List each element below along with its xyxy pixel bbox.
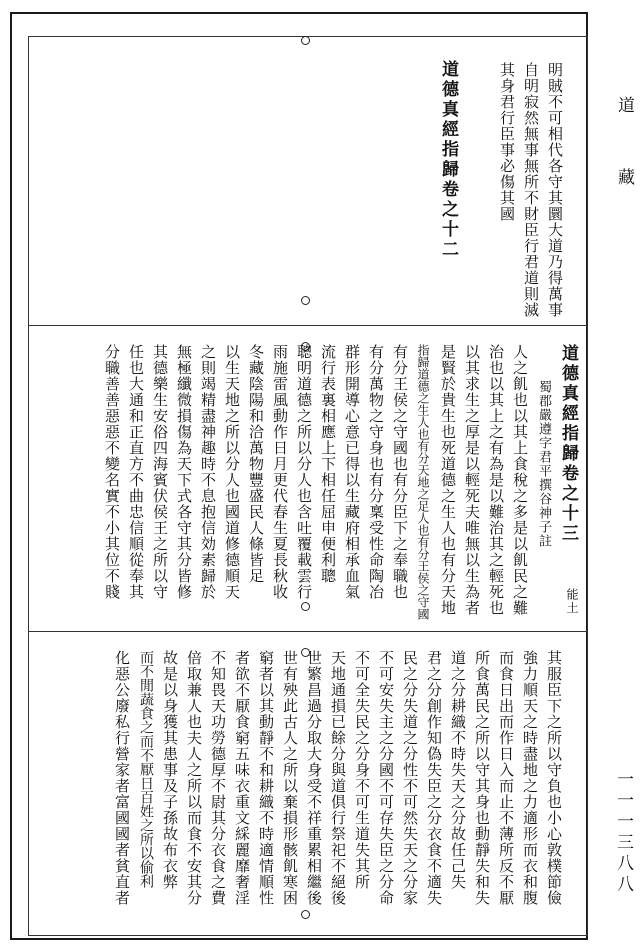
binding-hole-2	[301, 296, 310, 305]
text-column: 以其求生之厚是以輕死夫唯無以生為者	[463, 344, 481, 616]
text-column: 分職善善惡惡不變名實不小其位不賤	[103, 344, 121, 600]
text-column: 無極纖微損傷為天下式各守其分皆修	[175, 344, 193, 600]
collection-mark: 藏	[614, 168, 634, 187]
binding-hole-4	[301, 602, 310, 611]
text-column: 世有殃此古人之所以棄損形骸飢寒困	[281, 650, 299, 906]
text-column: 民之分失道之分性不可然失天之分家	[401, 650, 419, 906]
text-column: 世繁昌過分取大身受不祥重累相繼後	[305, 650, 323, 906]
text-column: 不可安失主之分國不可存失臣之分命	[377, 650, 395, 906]
fascicle-mark: 能土	[565, 588, 579, 615]
text-column: 聰明道德之所以分人也含吐覆載雲行	[295, 344, 313, 600]
text-column: 所食萬民之所以守其身也動靜失和失	[473, 650, 491, 906]
page-frame	[10, 12, 588, 940]
text-column: 強力順天之時盡地之力適形而衣和腹	[521, 650, 539, 906]
text-column: 以生天地之所以分人也國道修德順天	[223, 344, 241, 600]
text-column: 流行表裏相應上下相任屈申便利聰	[319, 344, 337, 584]
text-column: 不知畏天功勞德厚不尉其分衣食之費	[209, 650, 227, 906]
text-column: 群形開導心意已得以生藏府相承血氣	[343, 344, 361, 600]
text-column: 任也大通和正直方不曲忠信順從奉其	[127, 344, 145, 600]
text-column: 窮者以其動靜不和耕織不時適情順性	[257, 650, 275, 906]
text-column: 雨施雷風動作日月更代春生夏長秋收	[271, 344, 289, 600]
book-title-end: 道德真經指歸卷之十二	[438, 60, 458, 260]
binding-hole-6	[301, 910, 310, 919]
text-column: 其身君行臣事必傷其國	[498, 62, 516, 222]
text-column: 不可全失民之分身不可生道失其所	[353, 650, 371, 890]
text-column: 之則竭精盡神趣時不息抱信効素歸於	[199, 344, 217, 600]
binding-hole-1	[301, 36, 310, 45]
text-column: 是賢於貴生也死道德之生人也有分天地	[439, 344, 457, 616]
text-column: 化惡公廢私行營家者富國國者貧直者	[113, 650, 131, 906]
text-column: 倍取兼人也夫人之所以而食不安其分	[185, 650, 203, 906]
text-column: 而不閒蔬食之而不厭日百姓之所以偷利	[138, 650, 154, 888]
text-column: 冬藏陰陽和洽萬物豐盛民人條皆足	[247, 344, 265, 584]
author-line: 蜀郡嚴遵字君平撰谷神子註	[536, 380, 551, 548]
text-column: 自明寂然無事無所不財臣行君道則滅	[522, 62, 540, 318]
text-column: 其德樂生安俗四海賓伏侯王之所以守	[151, 344, 169, 600]
text-column: 有分萬物之守身也有分稟受性命陶冶	[367, 344, 385, 600]
text-column: 者欲不厭食窮五味衣重文綵麗靡奢淫	[233, 650, 251, 906]
page-number: 一一一三八八	[613, 770, 633, 896]
text-column: 道之分耕織不時失天之分故任己失	[449, 650, 467, 890]
panel-divider-bottom	[28, 631, 588, 632]
text-column: 治也以其上之有為是以難治其之輕死也	[487, 344, 505, 616]
panel-divider-top	[28, 325, 588, 326]
text-column: 有分王侯之守國也有分臣下之奉職也	[391, 344, 409, 600]
canon-title-mark: 道	[614, 96, 634, 115]
text-column: 指歸道德之生人也有分天地之足人也有分王侯之守國	[416, 344, 430, 620]
text-column: 天地通損已餘分與道俱行祭祀不絕後	[329, 650, 347, 906]
book-title: 道德真經指歸卷之十三	[558, 344, 578, 544]
text-column: 人之飢也以其上食稅之多是以飢民之難	[511, 344, 529, 616]
text-column: 君之分創作知偽失臣之分衣食不適失	[425, 650, 443, 906]
text-column: 而食日出而作日入而止不薄所反不厭	[497, 650, 515, 906]
text-column: 其服臣下之所以守負也小心敦樸節儉	[545, 650, 563, 906]
text-column: 故是以身獲其患事及子孫故布衣弊	[161, 650, 179, 890]
text-column: 明賊不可相代各守其圜大道乃得萬事	[546, 62, 564, 318]
